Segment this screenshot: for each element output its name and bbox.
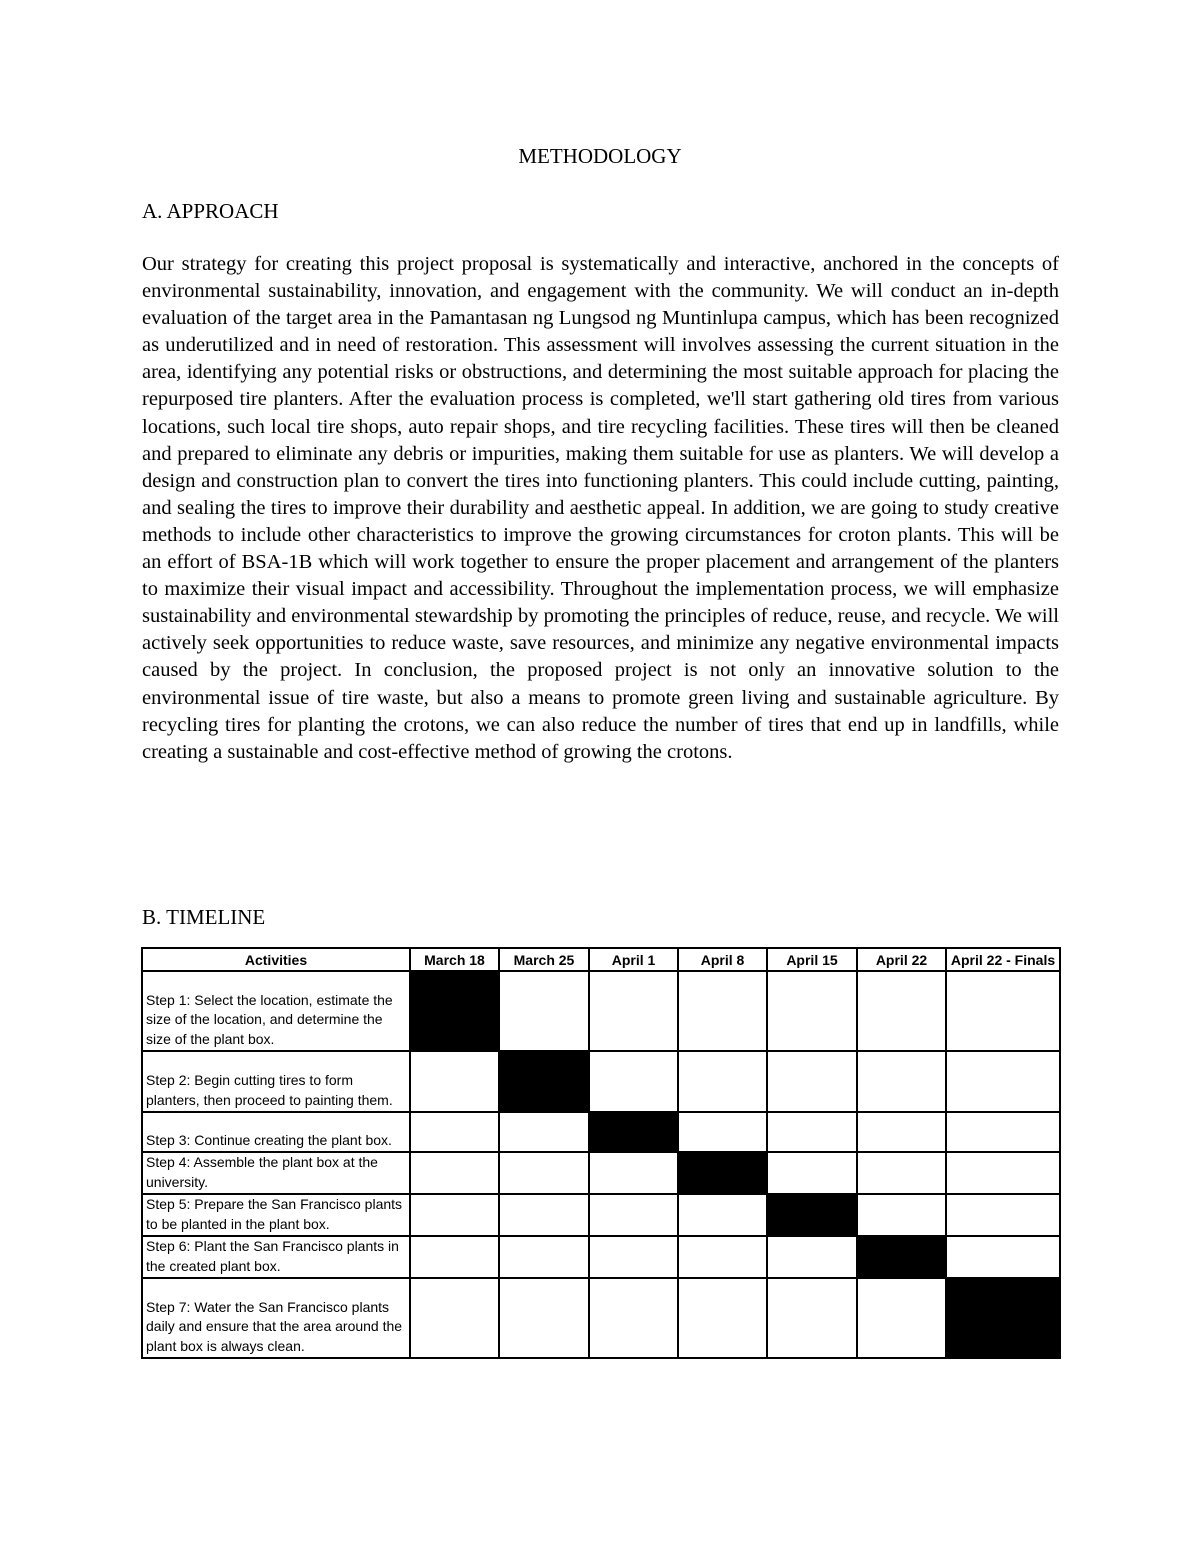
approach-paragraph: Our strategy for creating this project proposal is systematically and interactive, anchored in the concepts of environmental sustainability, innovation, and engagement with the community. We will conduct an in-depth evaluation of the target area in the Pamantasan ng Lungsod ng Muntinlupa campus, which has been recognized as underutilized and in need of restoration. This assessment will involves assessing the current situation in the area, identifying any potential risks or obstructions, and determining the most suitable approach for placing the repurposed tire planters. After the evaluation process is completed, we'll start gathering old tires from various locations, such local tire shops, auto repair shops, and tire recycling facilities. These tires will then be cleaned and prepared to eliminate any debris or impurities, making them suitable for use as planters. We will develop a design and construction plan to convert the tires into functioning planters. This could include cutting, painting, and sealing the tires to improve their durability and aesthetic appeal. In addition, we are going to study creative methods to include other characteristics to improve the growing circumstances for croton plants. This will be an effort of BSA-1B which will work together to ensure the proper placement and arrangement of the planters to maximize their visual impact and accessibility. Throughout the implementation process, we will emphasize sustainability and environmental stewardship by promoting the principles of reduce, reuse, and recycle. We will actively seek opportunities to reduce waste, save resources, and minimize any negative environmental impacts caused by the project. In conclusion, the proposed project is not only an innovative solution to the environmental issue of tire waste, but also a means to promote green living and sustainable agriculture. By recycling tires for planting the crotons, we can also reduce the number of tires that end up in landfills, while creating a sustainable and cost-effective method of growing the crotons. (142, 253, 1059, 763)
gantt-empty-cell (767, 1236, 857, 1278)
gantt-empty-cell (857, 1152, 946, 1194)
gantt-empty-cell (410, 1236, 499, 1278)
gantt-empty-cell (499, 1194, 589, 1236)
timeline-header-row (142, 948, 1060, 971)
gantt-empty-cell (589, 1236, 678, 1278)
approach-heading: A. APPROACH (142, 199, 279, 223)
gantt-empty-cell (767, 1112, 857, 1152)
gantt-empty-cell (946, 1194, 1060, 1236)
gantt-empty-cell (767, 1051, 857, 1112)
timeline-row (142, 1278, 1060, 1358)
timeline-heading: B. TIMELINE (142, 905, 266, 929)
gantt-empty-cell (410, 1278, 499, 1358)
gantt-empty-cell (857, 1112, 946, 1152)
timeline-row (142, 971, 1060, 1051)
gantt-bar-cell (767, 1194, 857, 1236)
gantt-empty-cell (499, 971, 589, 1051)
activity-cell: Step 2: Begin cutting tires to form planters, then proceed to painting them. (142, 1051, 410, 1112)
column-header-week: April 22 - Finals (946, 948, 1060, 971)
gantt-empty-cell (499, 1236, 589, 1278)
gantt-empty-cell (946, 1051, 1060, 1112)
gantt-empty-cell (589, 1051, 678, 1112)
gantt-empty-cell (678, 971, 767, 1051)
gantt-empty-cell (410, 1112, 499, 1152)
column-header-week: April 15 (767, 948, 857, 971)
activity-cell: Step 6: Plant the San Francisco plants in the created plant box. (142, 1236, 410, 1278)
gantt-empty-cell (857, 1278, 946, 1358)
gantt-empty-cell (410, 1152, 499, 1194)
timeline-row (142, 1112, 1060, 1152)
gantt-empty-cell (857, 1051, 946, 1112)
gantt-empty-cell (678, 1278, 767, 1358)
gantt-empty-cell (499, 1152, 589, 1194)
timeline-table (141, 947, 1061, 1359)
gantt-empty-cell (678, 1236, 767, 1278)
gantt-empty-cell (767, 1152, 857, 1194)
timeline-row (142, 1236, 1060, 1278)
gantt-bar-cell (589, 1112, 678, 1152)
column-header-week: April 1 (589, 948, 678, 971)
column-header-week: March 18 (410, 948, 499, 971)
activity-cell: Step 4: Assemble the plant box at the university. (142, 1152, 410, 1194)
gantt-empty-cell (589, 971, 678, 1051)
column-header-activities: Activities (142, 948, 410, 971)
activity-cell: Step 5: Prepare the San Francisco plants to be planted in the plant box. (142, 1194, 410, 1236)
gantt-empty-cell (678, 1112, 767, 1152)
gantt-bar-cell (678, 1152, 767, 1194)
column-header-week: April 8 (678, 948, 767, 971)
gantt-empty-cell (946, 1152, 1060, 1194)
activity-cell: Step 7: Water the San Francisco plants daily and ensure that the area around the plant box is always clean. (142, 1278, 410, 1358)
gantt-empty-cell (857, 971, 946, 1051)
gantt-empty-cell (678, 1194, 767, 1236)
timeline-row (142, 1194, 1060, 1236)
gantt-empty-cell (946, 1112, 1060, 1152)
gantt-empty-cell (410, 1051, 499, 1112)
gantt-empty-cell (499, 1112, 589, 1152)
gantt-bar-cell (857, 1236, 946, 1278)
timeline-row (142, 1152, 1060, 1194)
column-header-week: March 25 (499, 948, 589, 971)
gantt-empty-cell (499, 1278, 589, 1358)
activity-cell: Step 1: Select the location, estimate the size of the location, and determine the size of the plant box. (142, 971, 410, 1051)
gantt-bar-cell (946, 1278, 1060, 1358)
gantt-empty-cell (946, 1236, 1060, 1278)
gantt-empty-cell (767, 1278, 857, 1358)
gantt-empty-cell (589, 1152, 678, 1194)
gantt-empty-cell (678, 1051, 767, 1112)
gantt-bar-cell (499, 1051, 589, 1112)
gantt-empty-cell (589, 1194, 678, 1236)
gantt-bar-cell (410, 971, 499, 1051)
column-header-week: April 22 (857, 948, 946, 971)
timeline-row (142, 1051, 1060, 1112)
activity-cell: Step 3: Continue creating the plant box. (142, 1112, 410, 1152)
gantt-empty-cell (857, 1194, 946, 1236)
gantt-empty-cell (767, 971, 857, 1051)
gantt-empty-cell (589, 1278, 678, 1358)
gantt-empty-cell (946, 971, 1060, 1051)
gantt-empty-cell (410, 1194, 499, 1236)
page-title: METHODOLOGY (518, 144, 682, 168)
